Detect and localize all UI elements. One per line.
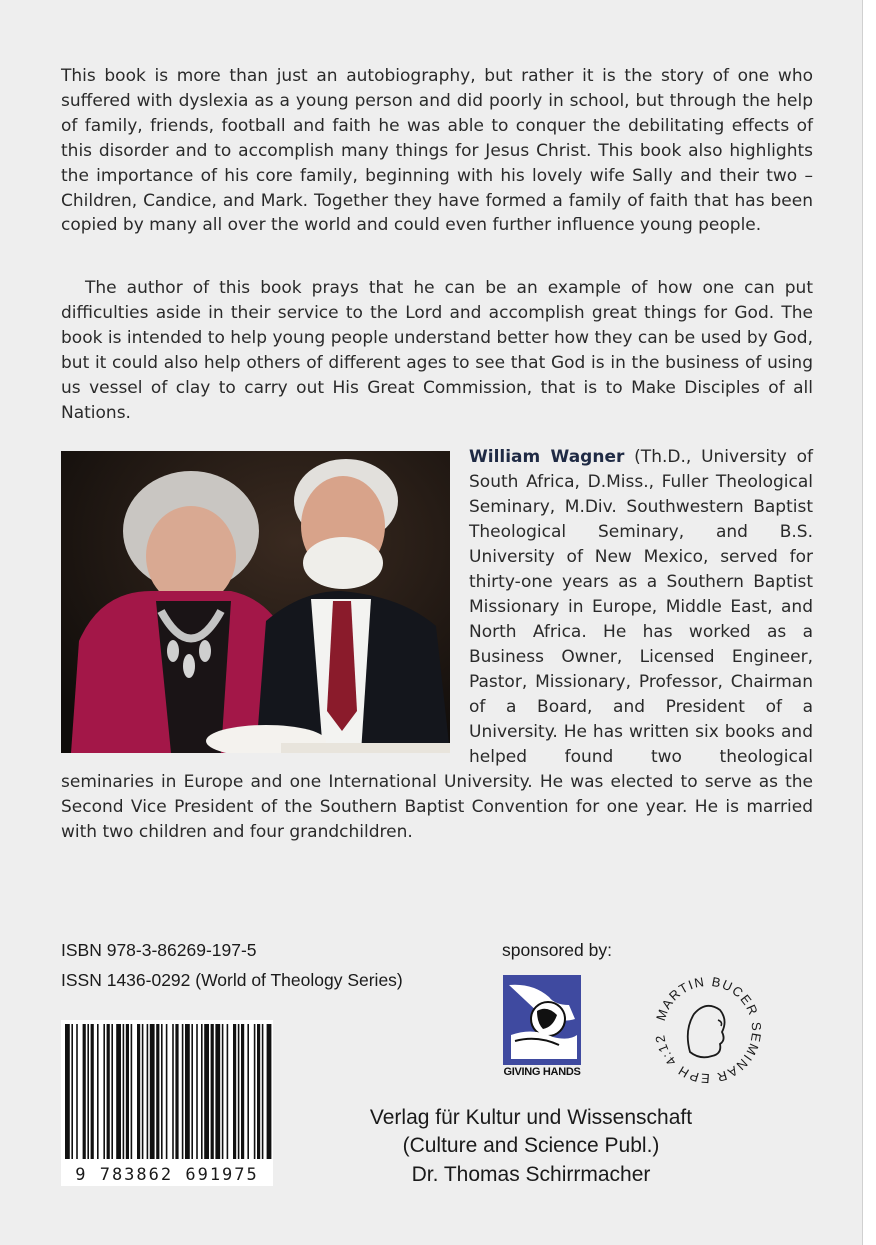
barcode-bar — [97, 1024, 99, 1159]
publisher-english-name: (Culture and Science Publ.) — [402, 1134, 660, 1157]
barcode-bar — [137, 1024, 140, 1159]
barcode-bar — [83, 1024, 86, 1159]
barcode-bar — [238, 1024, 240, 1159]
barcode-bar — [233, 1024, 236, 1159]
barcode-bar — [254, 1024, 256, 1159]
publisher-name: Verlag für Kultur und Wissenschaft — [369, 1106, 693, 1129]
barcode-bar — [201, 1024, 203, 1159]
barcode-bar — [87, 1024, 89, 1159]
martin-bucer-seminar-emblem — [648, 970, 768, 1090]
barcode-bar — [116, 1024, 121, 1159]
barcode-bar — [166, 1024, 168, 1159]
author-name: William Wagner — [469, 447, 625, 467]
barcode-bar — [185, 1024, 190, 1159]
barcode-bar — [107, 1024, 110, 1159]
author-bio — [61, 445, 813, 845]
barcode-bar — [211, 1024, 214, 1159]
barcode-bar — [241, 1024, 244, 1159]
barcode — [61, 1020, 273, 1186]
description-paragraph-2: The author of this book prays that he can be an example of how one can put difficulties aside in their service to the Lord and accomplish great things for God. The book is intended to help young people understand better how they can be used by God, but it could also help others of different ages to see that God is in the business of using us vessel of clay to carry out His Great Commission, that is to Make Disciples of all Nations. — [61, 278, 813, 423]
martin-bucer-seminar-logo — [648, 970, 768, 1090]
page-edge — [862, 0, 876, 1245]
barcode-bar — [65, 1024, 70, 1159]
publisher-editor: Dr. Thomas Schirrmacher — [411, 1163, 651, 1186]
barcode-bar — [262, 1024, 264, 1159]
barcode-bar — [111, 1024, 113, 1159]
sponsored-by-label: sponsored by: — [502, 940, 612, 960]
barcode-bar — [156, 1024, 159, 1159]
barcode-digits: 9 783862 691975 — [75, 1165, 259, 1185]
barcode-bar — [204, 1024, 209, 1159]
barcode-bar — [257, 1024, 260, 1159]
barcode-bar — [91, 1024, 94, 1159]
barcode-bar — [131, 1024, 133, 1159]
barcode-bar — [161, 1024, 163, 1159]
barcode-bar — [150, 1024, 155, 1159]
barcode-bar — [103, 1024, 105, 1159]
barcode-bar — [222, 1024, 224, 1159]
svg-text:MARTIN BUCER SEMINAR EPH 4:12 — [652, 974, 764, 1086]
giving-hands-label: GIVING HANDS — [503, 1066, 581, 1078]
barcode-bar — [191, 1024, 193, 1159]
barcode-bar — [196, 1024, 198, 1159]
barcode-graphic — [61, 1020, 273, 1186]
giving-hands-logo — [503, 975, 581, 1085]
barcode-bar — [76, 1024, 78, 1159]
barcode-bar — [267, 1024, 272, 1159]
barcode-bar — [175, 1024, 178, 1159]
giving-hands-icon — [503, 975, 581, 1065]
description-paragraph-1: This book is more than just an autobiography, but rather it is the story of one who suffered with dyslexia as a young person and did poorly in school, but through the help of family, friends, football and faith he was able to conquer the debilitating effects of this disorder and to accomplish many things for Jesus Christ. This book also highlights the importance of his core family, beginning with his lovely wife Sally and their two – Children, Candice, and Mark. Together they have formed a family of faith that has been copied by many all over the world and could even further influence young people. — [61, 66, 813, 236]
issn: ISSN 1436-0292 (World of Theology Series) — [61, 970, 403, 990]
isbn: ISBN 978-3-86269-197-5 — [61, 940, 257, 960]
barcode-bar — [172, 1024, 174, 1159]
barcode-bar — [182, 1024, 184, 1159]
barcode-bar — [247, 1024, 249, 1159]
barcode-bar — [126, 1024, 129, 1159]
seminar-ring-text: MARTIN BUCER SEMINAR EPH 4:12 — [652, 973, 765, 1087]
barcode-bar — [227, 1024, 229, 1159]
barcode-bar — [123, 1024, 125, 1159]
author-bio-text: (Th.D., University of South Africa, D.Miss., Fuller Theological Seminary, M.Div. Southwestern Baptist Theological Seminary, and B.S. University of New Mexico, served for thirty-one years as a Southern Baptist Missionary in Europe, Middle East, and North Africa. He has worked as a Business Owner, Licensed Engineer, Pastor, Missionary, Professor, Chairman of a Board, and President of a University. He has written six books and helped found two theological seminaries in Europe and one International University. He was elected to serve as the Second Vice President of the Southern Baptist Convention for one year. He is married with two children and four grandchildren. — [61, 447, 814, 842]
barcode-bar — [215, 1024, 220, 1159]
barcode-bar — [147, 1024, 149, 1159]
barcode-bar — [142, 1024, 144, 1159]
barcode-bar — [71, 1024, 73, 1159]
